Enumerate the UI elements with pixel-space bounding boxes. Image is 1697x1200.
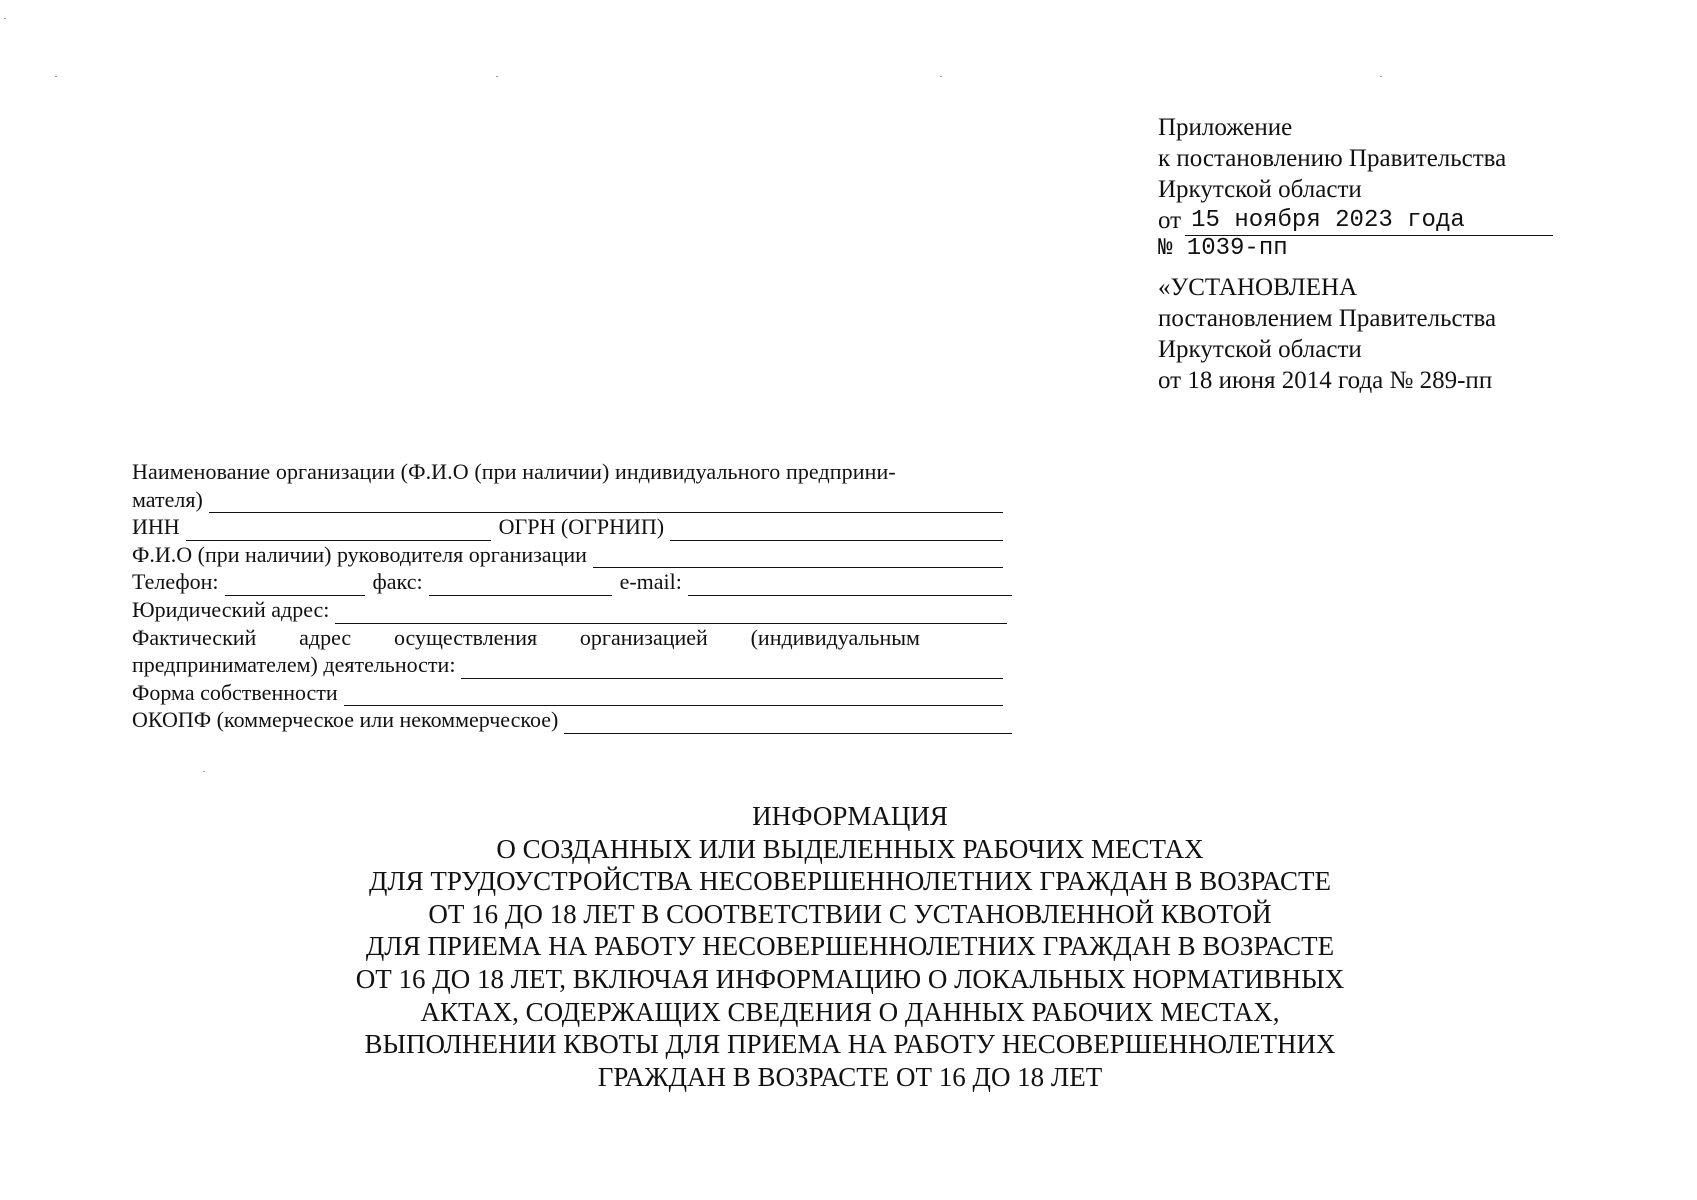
org-name-field[interactable] [209, 493, 1003, 513]
ownership-label: Форма собственности [132, 679, 338, 705]
organization-form [132, 458, 1012, 734]
title-line: ОТ 16 ДО 18 ЛЕТ, ВКЛЮЧАЯ ИНФОРМАЦИЮ О ЛОКАЛЬНЫХ НОРМАТИВНЫХ [355, 963, 1345, 994]
actual-address-field[interactable] [461, 659, 1003, 679]
title-line: О СОЗДАННЫХ ИЛИ ВЫДЕЛЕННЫХ РАБОЧИХ МЕСТАХ [496, 833, 1204, 864]
resolution-number: № 1039-пп [1158, 235, 1288, 262]
fax-label: факс: [372, 569, 423, 595]
phone-field[interactable] [225, 576, 365, 596]
form-row-contacts [132, 568, 1012, 596]
actual-address-word: Фактический [132, 624, 257, 650]
approved-line: постановлением Правительства [1158, 305, 1497, 332]
scan-speck [55, 76, 57, 77]
form-row-legal-address [132, 596, 1012, 624]
legal-address-label: Юридический адрес: [132, 596, 330, 622]
form-row-inn-ogrn [132, 513, 1012, 541]
scan-speck [496, 76, 498, 77]
title-line: ДЛЯ ТРУДОУСТРОЙСТВА НЕСОВЕРШЕННОЛЕТНИХ ГРАЖДАН В ВОЗРАСТЕ [368, 866, 1332, 897]
form-row-okopf [132, 706, 1012, 734]
title-line: ИНФОРМАЦИЯ [752, 801, 948, 831]
director-field[interactable] [593, 548, 1003, 568]
actual-address-word: осуществления [393, 624, 538, 650]
form-row-director [132, 541, 1012, 569]
email-label: e-mail: [619, 569, 682, 595]
inn-field[interactable] [186, 521, 491, 541]
actual-address-word: организацией [579, 624, 708, 650]
fax-field[interactable] [429, 576, 612, 596]
title-line: АКТАХ, СОДЕРЖАЩИХ СВЕДЕНИЯ О ДАННЫХ РАБОЧИХ МЕСТАХ, [420, 996, 1280, 1027]
ogrn-label: ОГРН (ОГРНИП) [498, 514, 665, 540]
okopf-field[interactable] [564, 714, 1012, 734]
approved-line: Иркутской области [1158, 336, 1362, 363]
form-row-ownership [132, 679, 1012, 707]
scan-speck [1380, 76, 1382, 77]
actual-address-label-cont: предпринимателем) деятельности: [132, 652, 456, 678]
appendix-block [1158, 112, 1558, 396]
appendix-line: Иркутской области [1158, 176, 1362, 203]
org-name-label-cont: мателя) [132, 486, 203, 512]
actual-address-word: адрес [299, 624, 352, 650]
document-title [260, 800, 1440, 1093]
scan-speck [4, 18, 6, 19]
appendix-line: Приложение [1158, 114, 1293, 141]
okopf-label: ОКОПФ (коммерческое или некоммерческое) [132, 707, 559, 733]
approved-line: от 18 июня 2014 года № 289-пп [1158, 367, 1493, 394]
approved-line: «УСТАНОВЛЕНА [1158, 274, 1358, 301]
title-line: ДЛЯ ПРИЕМА НА РАБОТУ НЕСОВЕРШЕННОЛЕТНИХ ГРАЖДАН В ВОЗРАСТЕ [365, 931, 1335, 962]
form-row-actual-address [132, 624, 920, 652]
title-line: ВЫПОЛНЕНИИ КВОТЫ ДЛЯ ПРИЕМА НА РАБОТУ НЕСОВЕРШЕННОЛЕТНИХ [364, 1029, 1336, 1060]
scan-speck [203, 771, 205, 772]
director-label: Ф.И.О (при наличии) руководителя организации [132, 541, 587, 567]
legal-address-field[interactable] [335, 604, 1007, 624]
date-value: 15 ноября 2023 года [1185, 207, 1553, 236]
date-prefix: от [1158, 207, 1182, 234]
phone-label: Телефон: [132, 569, 219, 595]
inn-label: ИНН [132, 514, 180, 540]
actual-address-word: (индивидуальным [750, 624, 920, 650]
ogrn-field[interactable] [670, 521, 1003, 541]
email-field[interactable] [688, 576, 1012, 596]
ownership-field[interactable] [344, 686, 1003, 706]
form-row-org-name-cont [132, 486, 1012, 514]
form-row-org-name [132, 458, 1012, 486]
title-line: ГРАЖДАН В ВОЗРАСТЕ ОТ 16 ДО 18 ЛЕТ [597, 1061, 1103, 1092]
title-line: ОТ 16 ДО 18 ЛЕТ В СООТВЕТСТВИИ С УСТАНОВЛЕННОЙ КВОТОЙ [428, 898, 1272, 929]
scan-speck [940, 76, 942, 77]
form-row-actual-address-cont [132, 651, 1012, 679]
appendix-line: к постановлению Правительства [1158, 145, 1507, 172]
org-name-label: Наименование организации (Ф.И.О (при наличии) индивидуального предприни- [132, 459, 896, 484]
appendix-date-line [1158, 205, 1558, 236]
